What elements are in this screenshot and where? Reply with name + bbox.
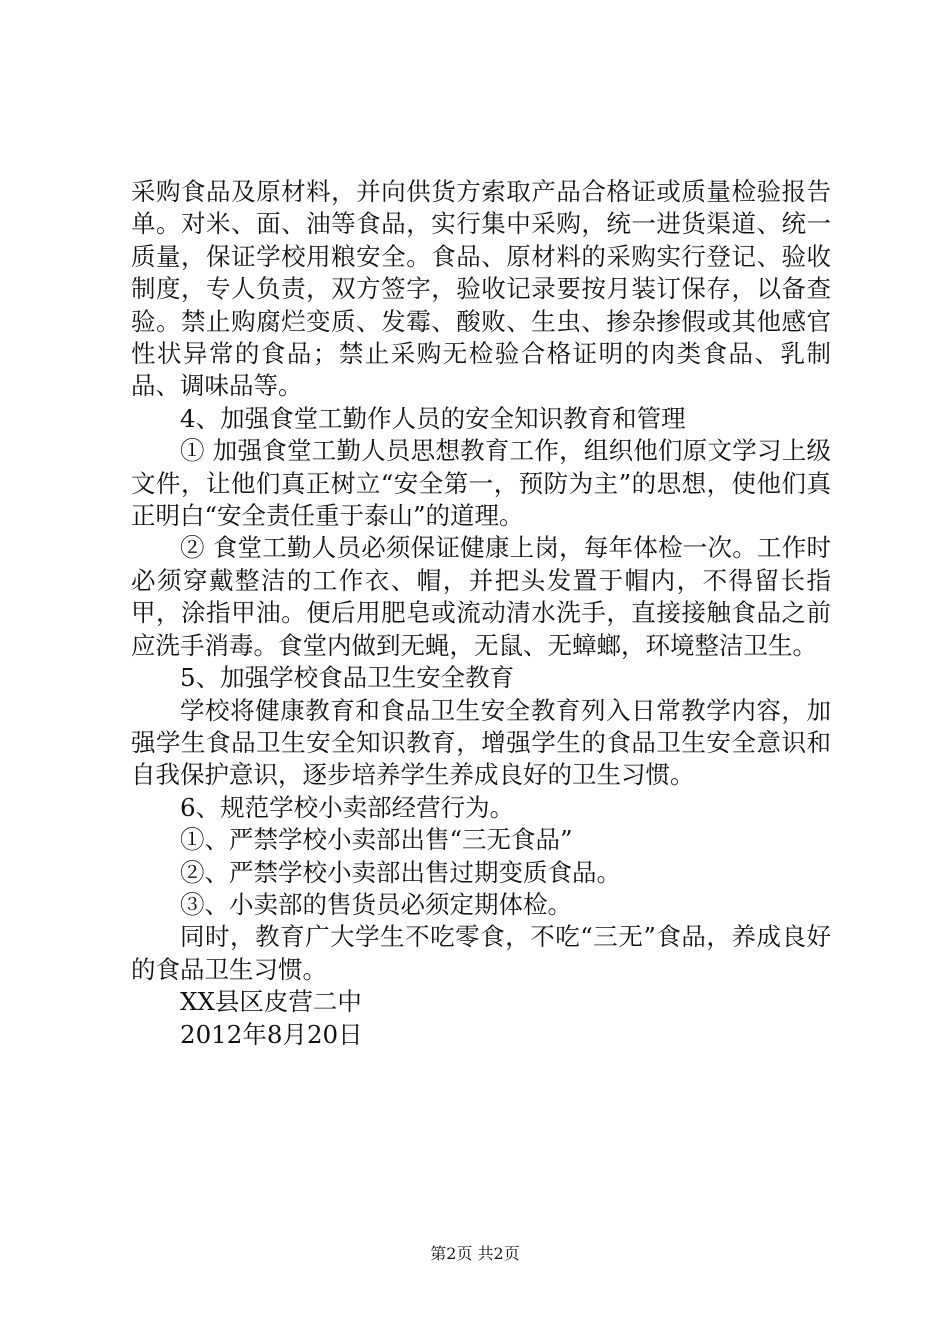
paragraph-student-habits: 同时，教育广大学生不吃零食，不吃“三无”食品，养成良好的食品卫生习惯。 [131, 922, 831, 984]
page-number-footer: 第2页 共2页 [430, 1244, 520, 1263]
list-item-shop-rule-1: ①、严禁学校小卖部出售“三无食品” [180, 825, 573, 855]
paragraph-procurement: 采购食品及原材料，并向供货方索取产品合格证或质量检验报告单。对米、面、油等食品，实行集中采购，统一进货渠道、统一质量，保证学校用粮安全。食品、原材料的采购实行登记、验收制度，专人负责，双方签字，验收记录要按月装订保存，以备查验。禁止购腐烂变质、发霉、酸败、生虫、掺杂掺假或其他感官性状异常的食品；禁止采购无检验合格证明的肉类食品、乳制品、调味品等。 [131, 177, 831, 401]
paragraph-staff-health: ② 食堂工勤人员必须保证健康上岗，每年体检一次。工作时必须穿戴整洁的工作衣、帽，并把头发置于帽内，不得留长指甲，涂指甲油。便后用肥皂或流动清水洗手，直接接触食品之前应洗手消毒。食堂内做到无蝇，无鼠、无蟑螂，环境整洁卫生。 [131, 533, 831, 660]
heading-shop-regulation: 6、规范学校小卖部经营行为。 [180, 792, 515, 822]
paragraph-health-education: 学校将健康教育和食品卫生安全教育列入日常教学内容，加强学生食品卫生安全知识教育，增强学生的食品卫生安全意识和自我保护意识，逐步培养学生养成良好的卫生习惯。 [131, 695, 831, 790]
list-item-shop-rule-2: ②、严禁学校小卖部出售过期变质食品。 [180, 857, 621, 887]
list-item-shop-rule-3: ③、小卖部的售货员必须定期体检。 [180, 889, 572, 919]
signature-date: 2012年8月20日 [180, 1019, 363, 1049]
heading-staff-education: 4、加强食堂工勤作人员的安全知识教育和管理 [180, 403, 686, 433]
document-body [131, 176, 831, 1051]
paragraph-staff-ideology: ① 加强食堂工勤人员思想教育工作，组织他们原文学习上级文件，让他们真正树立“安全第一，预防为主”的思想，使他们真正明白“安全责任重于泰山”的道理。 [131, 436, 831, 531]
heading-school-food-safety: 5、加强学校食品卫生安全教育 [180, 663, 515, 693]
signature-school-name: XX县区皮营二中 [180, 987, 362, 1017]
